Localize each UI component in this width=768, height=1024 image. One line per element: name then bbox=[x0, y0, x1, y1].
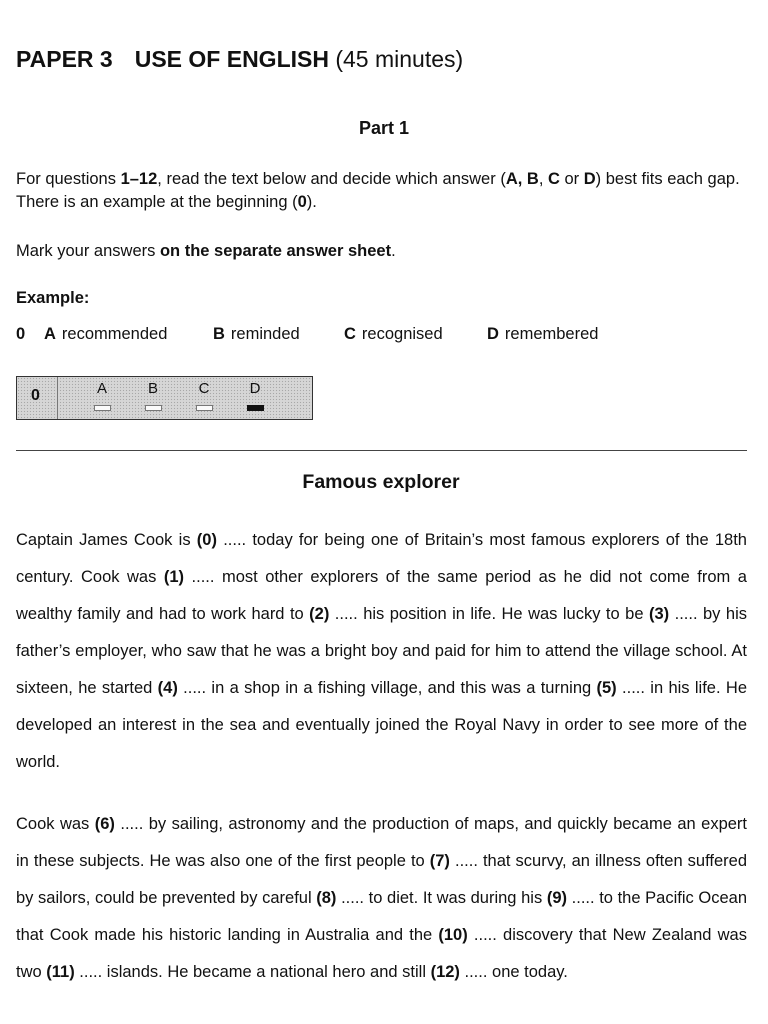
gap-number: (7) bbox=[429, 852, 450, 870]
answer-mark-d[interactable] bbox=[247, 405, 264, 411]
instr-seg: . bbox=[391, 242, 396, 260]
answer-letter-b: B bbox=[147, 380, 158, 397]
gap-number: (6) bbox=[94, 815, 115, 833]
gap-number: (9) bbox=[546, 889, 568, 907]
gap-number: (8) bbox=[316, 889, 337, 907]
gap-number: (4) bbox=[157, 679, 178, 697]
text-segment: ..... most other explorers of the same period as he did not come from a wealthy family and had to work hard to bbox=[16, 568, 747, 623]
paper-number: PAPER 3 bbox=[16, 46, 113, 72]
duration: (45 minutes) bbox=[335, 46, 464, 72]
instr-seg: or bbox=[559, 170, 584, 188]
text-segment: ..... islands. He became a national hero and still bbox=[74, 963, 431, 981]
option-letter: A bbox=[44, 325, 56, 343]
gap-number: (3) bbox=[648, 605, 670, 623]
option-text: remembered bbox=[504, 325, 599, 343]
text-segment: ..... one today. bbox=[459, 963, 568, 981]
text-segment: Captain James Cook is bbox=[16, 531, 197, 549]
option-b bbox=[213, 325, 300, 344]
section-title: USE OF ENGLISH bbox=[134, 46, 329, 72]
option-text: recommended bbox=[61, 325, 168, 343]
text-segment: ..... by his father’s employer, who saw that he was a bright boy and paid for him to attend the village school. At sixteen, he started bbox=[16, 605, 747, 697]
example-number: 0 bbox=[16, 325, 26, 343]
paragraph-2 bbox=[16, 806, 747, 991]
option-text: reminded bbox=[230, 325, 300, 343]
instr-seg: on the separate answer sheet bbox=[159, 242, 392, 260]
text-segment: ..... to diet. It was during his bbox=[336, 889, 547, 907]
answer-letter-a: A bbox=[96, 380, 107, 397]
instr-seg: A, B bbox=[505, 170, 539, 188]
option-d bbox=[487, 325, 598, 344]
instr-seg: D bbox=[583, 170, 596, 188]
text-segment: ..... by sailing, astronomy and the production of maps, and quickly became an expert in these subjects. He was also one of the first people to bbox=[16, 815, 748, 870]
text-segment: ..... today for being one of Britain’s most famous explorers of the 18th century. Cook was bbox=[16, 531, 747, 586]
gap-number: (2) bbox=[309, 605, 330, 623]
option-letter: B bbox=[213, 325, 225, 343]
instructions-line-1 bbox=[16, 168, 752, 214]
text-title: Famous explorer bbox=[302, 471, 460, 493]
answer-box-divider bbox=[57, 377, 58, 419]
text-segment: ..... in his life. He developed an interest in the sea and eventually joined the Royal Navy in order to see more of the world. bbox=[16, 679, 747, 771]
instructions-line-2 bbox=[16, 240, 752, 263]
option-a bbox=[44, 325, 167, 344]
text-segment: ..... that scurvy, an illness often suffered by sailors, could be prevented by careful bbox=[16, 852, 747, 907]
instr-seg: ) best fits each gap. There is an example at the beginning ( bbox=[16, 170, 740, 211]
paragraph-1 bbox=[16, 522, 747, 781]
instr-seg: , read the text below and decide which answer ( bbox=[157, 170, 506, 188]
example-answer-box bbox=[16, 376, 313, 420]
answer-letter-c: C bbox=[198, 380, 210, 397]
text-segment: ..... in a shop in a fishing village, and this was a turning bbox=[177, 679, 597, 697]
instr-seg: Mark your answers bbox=[16, 242, 160, 260]
option-letter: C bbox=[344, 325, 356, 343]
gap-number: (5) bbox=[596, 679, 617, 697]
instr-seg: ). bbox=[306, 193, 317, 211]
option-text: recognised bbox=[361, 325, 443, 343]
section-divider bbox=[16, 450, 747, 451]
answer-mark-a[interactable] bbox=[94, 405, 111, 411]
paper-header bbox=[16, 46, 463, 73]
gap-number: (0) bbox=[196, 531, 217, 549]
instr-seg: For questions bbox=[16, 170, 121, 188]
gap-number: (1) bbox=[163, 568, 185, 586]
text-segment: Cook was bbox=[16, 815, 95, 833]
instr-seg: 0 bbox=[297, 193, 307, 211]
gap-number: (10) bbox=[438, 926, 468, 944]
gap-number: (12) bbox=[430, 963, 460, 981]
answer-mark-c[interactable] bbox=[196, 405, 213, 411]
option-letter: D bbox=[487, 325, 499, 343]
text-segment: ..... discovery that New Zealand was two bbox=[16, 926, 747, 981]
part-title: Part 1 bbox=[358, 118, 410, 138]
instr-seg: 1–12 bbox=[120, 170, 158, 188]
instr-seg: C bbox=[547, 170, 560, 188]
answer-letter-d: D bbox=[249, 380, 261, 397]
gap-number: (11) bbox=[46, 963, 75, 981]
example-label: Example: bbox=[16, 289, 90, 307]
answer-box-number: 0 bbox=[31, 387, 40, 404]
instr-seg: , bbox=[538, 170, 548, 188]
text-segment: ..... to the Pacific Ocean that Cook made his historic landing in Australia and the bbox=[16, 889, 748, 944]
answer-mark-b[interactable] bbox=[145, 405, 162, 411]
text-segment: ..... his position in life. He was lucky to be bbox=[329, 605, 649, 623]
option-c bbox=[344, 325, 443, 344]
